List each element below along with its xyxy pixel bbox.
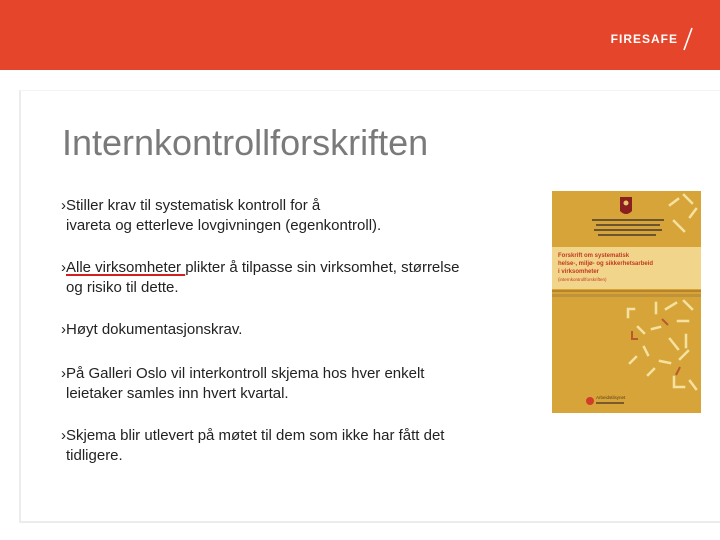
bullet-text-continued: leietaker samles inn hvert kvartal. <box>66 385 289 402</box>
svg-text:Forskrift om systematisk: Forskrift om systematisk <box>558 253 630 259</box>
bullet-item <box>61 364 531 404</box>
underlined-phrase: Alle virksomheter <box>66 259 186 276</box>
bullet-item <box>61 426 531 466</box>
bullet-text-continued: tidligere. <box>66 447 123 464</box>
coat-of-arms-icon <box>620 197 632 214</box>
bullet-text: ›Stiller krav til systematisk kontroll for å <box>61 197 321 214</box>
firesafe-logo[interactable] <box>611 24 694 54</box>
svg-text:helse-, miljø- og sikkerhetsar: helse-, miljø- og sikkerhetsarbeid <box>558 261 654 267</box>
bullet-text: plikter å tilpasse sin virksomhet, størrelse <box>185 259 460 276</box>
bullet-list <box>61 196 531 488</box>
svg-text:(internkontrollforskriften): (internkontrollforskriften) <box>558 277 607 282</box>
bullet-text: ›På Galleri Oslo vil interkontroll skjema hos hver enkelt <box>61 365 425 382</box>
logo-slash-icon <box>682 26 694 52</box>
svg-text:i virksomheter: i virksomheter <box>558 269 600 275</box>
book-cover-image <box>552 191 701 413</box>
bullet-text: ›Skjema blir utlevert på møtet til dem som ikke har fått det <box>61 427 445 444</box>
book-cover-graphic <box>552 191 701 413</box>
svg-text:Arbeidstilsynet: Arbeidstilsynet <box>596 395 626 400</box>
bullet-text-continued: ivareta og etterleve lovgivningen (egenkontroll). <box>66 217 382 234</box>
header-bar <box>0 0 720 70</box>
bullet-item <box>61 258 531 298</box>
bullet-text-continued: og risiko til dette. <box>66 279 179 296</box>
bullet-item <box>61 196 531 236</box>
bullet-text: ›Høyt dokumentasjonskrav. <box>61 321 243 338</box>
bullet-item <box>61 320 531 340</box>
logo-text: FIRESAFE <box>610 32 678 46</box>
bullet-marker: › <box>61 259 66 276</box>
slide-title: Internkontrollforskriften <box>62 122 429 163</box>
